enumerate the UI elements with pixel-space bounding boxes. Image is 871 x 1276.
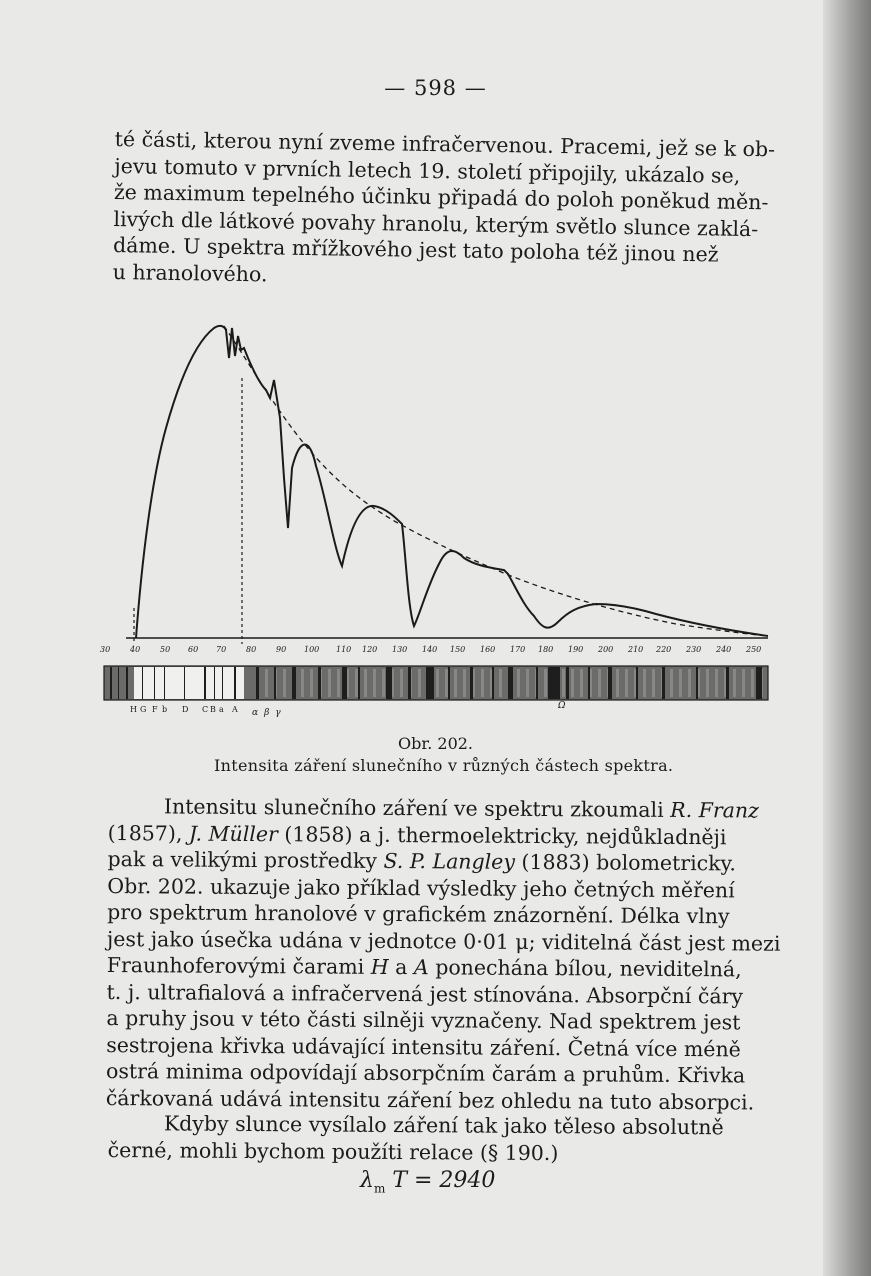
spectrum-intensity-figure — [96, 318, 776, 718]
band-streak — [733, 669, 736, 697]
band-streak — [310, 669, 313, 697]
absorption-line — [426, 667, 434, 699]
text-line: dáme. U spektra mřížkového jest tato poloha též jinou než — [112, 232, 719, 267]
text-line: té části, kterou nyní zveme infračervenou. Pracemi, jež se k ob- — [114, 126, 776, 162]
absorption-line — [386, 667, 392, 699]
fraunhofer-label: D — [182, 705, 189, 714]
scale-label: 190 — [568, 645, 584, 654]
equation-rest: T = 2940 — [385, 1168, 496, 1193]
greek-label: γ — [275, 708, 287, 718]
absorption-line — [214, 667, 215, 699]
absorption-line — [662, 667, 665, 699]
band-streak — [373, 669, 376, 697]
greek-label: α — [252, 708, 265, 718]
band-streak — [337, 669, 340, 697]
absorption-line — [566, 667, 569, 699]
band-streak — [355, 669, 358, 697]
absorption-line — [256, 667, 259, 699]
band-streak — [625, 669, 628, 697]
scale-label: 180 — [538, 645, 554, 654]
band-streak — [364, 669, 367, 697]
band-streak — [418, 669, 421, 697]
page-edge-shadow — [823, 0, 871, 1276]
scale-label: 200 — [598, 645, 614, 654]
scale-label: 170 — [510, 645, 526, 654]
text-line: a pruhy jsou v této části silněji vyznačeny. Nad spektrem jest — [106, 1005, 741, 1035]
text-line: pro spektrum hranolové v grafickém znázornění. Délka vlny — [107, 899, 730, 929]
band-streak — [670, 669, 673, 697]
absorption-line — [548, 667, 560, 699]
scale-label: 80 — [246, 645, 257, 654]
absorption-line — [696, 667, 698, 699]
fraunhofer-label: A — [232, 705, 238, 714]
absorption-line — [204, 667, 206, 699]
absorption-line — [492, 667, 494, 699]
scale-label: 30 — [100, 645, 111, 654]
absorption-line — [110, 667, 112, 699]
text-line: (1857), J. Müller (1858) a j. thermoelektricky, nejdůkladněji — [107, 820, 727, 849]
absorption-line — [756, 667, 762, 699]
band-streak — [571, 669, 574, 697]
band-streak — [562, 669, 565, 697]
absorption-line — [142, 667, 143, 699]
scale-label: 160 — [480, 645, 496, 654]
scale-label: 220 — [656, 645, 672, 654]
figure-caption-title: Obr. 202. — [397, 734, 474, 753]
band-streak — [526, 669, 529, 697]
fraunhofer-label: C — [202, 705, 209, 714]
band-streak — [517, 669, 520, 697]
band-streak — [283, 669, 286, 697]
scale-label: 210 — [628, 645, 644, 654]
scale-label: 60 — [188, 645, 199, 654]
body-paragraph — [105, 793, 781, 1116]
band-streak — [382, 669, 385, 697]
absorption-line — [726, 667, 729, 699]
text-line: sestrojena křivka udávající intensitu záření. Četná více méně — [106, 1032, 741, 1061]
top-paragraph — [112, 126, 776, 295]
absorption-line — [536, 667, 538, 699]
text-line: Kdyby slunce vysílalo záření tak jako těleso absolutně — [163, 1111, 724, 1140]
band-streak — [499, 669, 502, 697]
absorption-line — [470, 667, 473, 699]
text-line: černé, mohli bychom použíti relace (§ 190.) — [107, 1137, 559, 1165]
visible-region — [134, 667, 244, 699]
absorption-line — [118, 667, 119, 699]
band-streak — [454, 669, 457, 697]
scale-label: 70 — [216, 645, 227, 654]
absorption-line — [408, 667, 411, 699]
equation-subscript: m — [373, 1181, 386, 1196]
text-line: jevu tomuto v prvních letech 19. století připojily, ukázalo se, — [114, 153, 741, 188]
text-line: ostrá minima odpovídají absorpčním čarám a pruhům. Křivka — [105, 1058, 746, 1088]
absorption-line — [636, 667, 638, 699]
band-streak — [265, 669, 268, 697]
scale-label: 90 — [276, 645, 287, 654]
band-streak — [301, 669, 304, 697]
scale-label: 40 — [130, 645, 141, 654]
absorption-line — [154, 667, 155, 699]
scale-label: 250 — [746, 645, 762, 654]
band-streak — [679, 669, 682, 697]
scale-label: 130 — [392, 645, 408, 654]
wien-equation — [360, 1168, 495, 1195]
band-streak — [616, 669, 619, 697]
wavelength-scale — [100, 645, 761, 654]
fraunhofer-labels — [130, 705, 238, 714]
absorption-line — [588, 667, 590, 699]
band-streak — [445, 669, 448, 697]
band-streak — [688, 669, 691, 697]
band-streak — [652, 669, 655, 697]
fraunhofer-label: a — [219, 705, 224, 714]
second-paragraph — [108, 1110, 758, 1168]
figure-caption-text: Intensita záření slunečního v různých částech spektra. — [214, 756, 674, 775]
text-line: pak a velikými prostředky S. P. Langley (1883) bolometricky. — [107, 846, 737, 876]
scale-label: 230 — [686, 645, 702, 654]
absorption-line — [184, 667, 185, 699]
author-name: S. P. Langley — [383, 848, 516, 874]
band-streak — [436, 669, 439, 697]
band-streak — [580, 669, 583, 697]
spectrum-band — [104, 666, 768, 700]
intensity-curve — [136, 326, 768, 638]
absorption-line — [342, 667, 347, 699]
scale-label: 150 — [450, 645, 466, 654]
band-streak — [544, 669, 547, 697]
absorption-line — [234, 667, 236, 699]
absorption-line — [292, 667, 296, 699]
band-streak — [715, 669, 718, 697]
band-streak — [481, 669, 484, 697]
text-line: jest jako úsečka udána v jednotce 0·01 μ; viditelná část jest mezi — [106, 926, 781, 956]
absorption-line — [448, 667, 450, 699]
fraunhofer-label: F — [152, 705, 158, 714]
scale-label: 120 — [362, 645, 378, 654]
text-line: Obr. 202. ukazuje jako příklad výsledky jeho četných měření — [107, 873, 735, 902]
absorption-line — [608, 667, 612, 699]
band-streak — [400, 669, 403, 697]
band-streak — [463, 669, 466, 697]
greek-label: β — [264, 708, 276, 718]
text-line: čárkovaná udává intensitu záření bez ohledu na tuto absorpci. — [105, 1085, 755, 1115]
band-streak — [328, 669, 331, 697]
scale-label: 140 — [422, 645, 438, 654]
text-line: že maximum tepelného účinku připadá do poloh poněkud měn- — [113, 179, 769, 215]
absorption-line — [508, 667, 513, 699]
text-line: Fraunhoferovými čarami H a A ponechána bílou, neviditelná, — [106, 952, 742, 982]
text-line: livých dle látkové povahy hranolu, kterým světlo slunce zaklá- — [113, 206, 759, 241]
band-streak — [598, 669, 601, 697]
envelope-curve-dashed — [224, 326, 768, 636]
band-streak — [643, 669, 646, 697]
band-streak — [742, 669, 745, 697]
fraunhofer-label: b — [162, 705, 168, 714]
equation-lambda: λ — [360, 1168, 374, 1193]
page-number: — 598 — — [384, 76, 487, 100]
fraunhofer-label: B — [210, 705, 216, 714]
band-streak — [751, 669, 754, 697]
text-line: u hranolového. — [112, 259, 268, 286]
absorption-line — [318, 667, 321, 699]
band-streak — [706, 669, 709, 697]
fraunhofer-label: H — [130, 705, 137, 714]
absorption-line — [358, 667, 360, 699]
absorption-line — [222, 667, 223, 699]
author-name: R. Franz — [670, 797, 759, 823]
absorption-line — [126, 667, 128, 699]
omega-label: Ω — [558, 701, 566, 711]
greek-labels — [252, 708, 287, 718]
scale-label: 50 — [160, 645, 171, 654]
absorption-line — [274, 667, 276, 699]
text-line: Intensitu slunečního záření ve spektru zkoumali R. Franz — [163, 794, 759, 823]
fraunhofer-label: G — [140, 705, 147, 714]
author-name: J. Müller — [188, 821, 278, 846]
absorption-line — [164, 667, 165, 699]
scale-label: 240 — [716, 645, 732, 654]
scale-label: 100 — [304, 645, 320, 654]
scale-label: 110 — [336, 645, 352, 654]
text-line: t. j. ultrafialová a infračervená jest stínována. Absorpční čáry — [106, 979, 744, 1008]
